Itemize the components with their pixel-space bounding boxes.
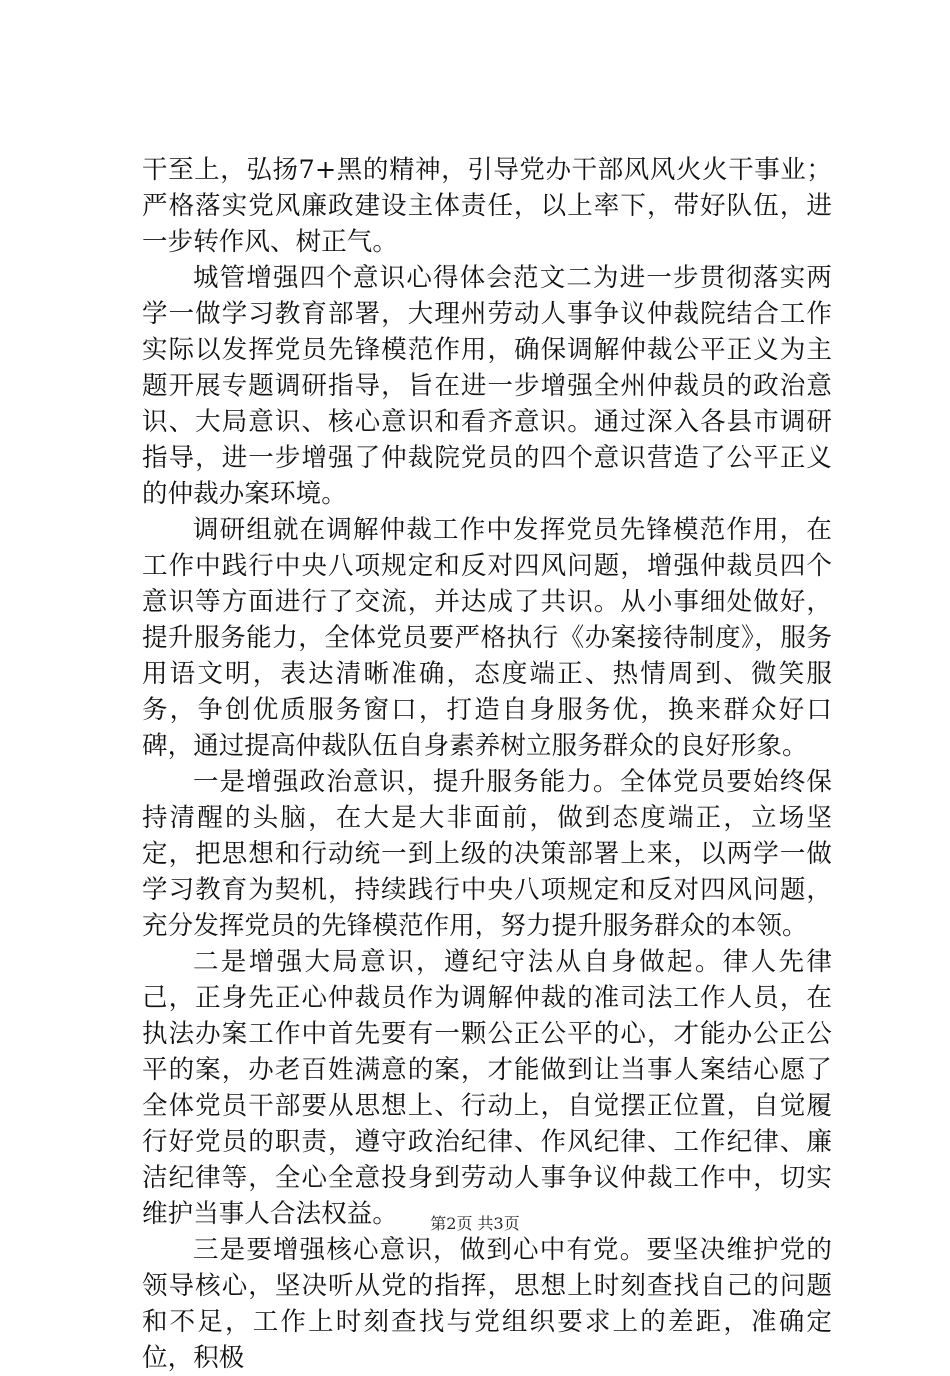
page-number-footer: 第2页 共3页 (430, 1214, 520, 1233)
document-body (142, 152, 832, 1376)
paragraph-essay-two-intro: 城管增强四个意识心得体会范文二为进一步贯彻落实两学一做学习教育部署，大理州劳动人事争议仲裁院结合工作实际以发挥党员先锋模范作用，确保调解仲裁公平正义为主题开展专题调研指导，旨在进一步增强全州仲裁员的政治意识、大局意识、核心意识和看齐意识。通过深入各县市调研指导，进一步增强了仲裁院党员的四个意识营造了公平正义的仲裁办案环境。 (142, 263, 832, 509)
paragraph-political-awareness: 一是增强政治意识，提升服务能力。全体党员要始终保持清醒的头脑，在大是大非面前，做到态度端正，立场坚定，把思想和行动统一到上级的决策部署上来，以两学一做学习教育为契机，持续践行中央八项规定和反对四风问题，充分发挥党员的先锋模范作用，努力提升服务群众的本领。 (142, 767, 832, 941)
paragraph-core-awareness: 三是要增强核心意识，做到心中有党。要坚决维护党的领导核心，坚决听从党的指挥，思想上时刻查找自己的问题和不足，工作上时刻查找与党组织要求上的差距，准确定位，积极 (142, 1235, 832, 1373)
paragraph-overall-awareness: 二是增强大局意识，遵纪守法从自身做起。律人先律己，正身先正心仲裁员作为调解仲裁的准司法工作人员，在执法办案工作中首先要有一颗公正公平的心，才能办公正公平的案，办老百姓满意的案，才能做到让当事人案结心愿了全体党员干部要从思想上、行动上，自觉摆正位置，自觉履行好党员的职责，遵守政治纪律、作风纪律、工作纪律、廉洁纪律等，全心全意投身到劳动人事争议仲裁工作中，切实维护当事人合法权益。 (142, 947, 832, 1229)
paragraph-research-group: 调研组就在调解仲裁工作中发挥党员先锋模范作用，在工作中践行中央八项规定和反对四风问题，增强仲裁员四个意识等方面进行了交流，并达成了共识。从小事细处做好，提升服务能力，全体党员要严格执行《办案接待制度》，服务用语文明，表达清晰准确，态度端正、热情周到、微笑服务，争创优质服务窗口，打造自身服务优，换来群众好口碑，通过提高仲裁队伍自身素养树立服务群众的良好形象。 (142, 515, 832, 761)
paragraph-continuation: 干至上，弘扬7+黑的精神，引导党办干部风风火火干事业；严格落实党风廉政建设主体责任，以上率下，带好队伍，进一步转作风、树正气。 (142, 155, 832, 257)
